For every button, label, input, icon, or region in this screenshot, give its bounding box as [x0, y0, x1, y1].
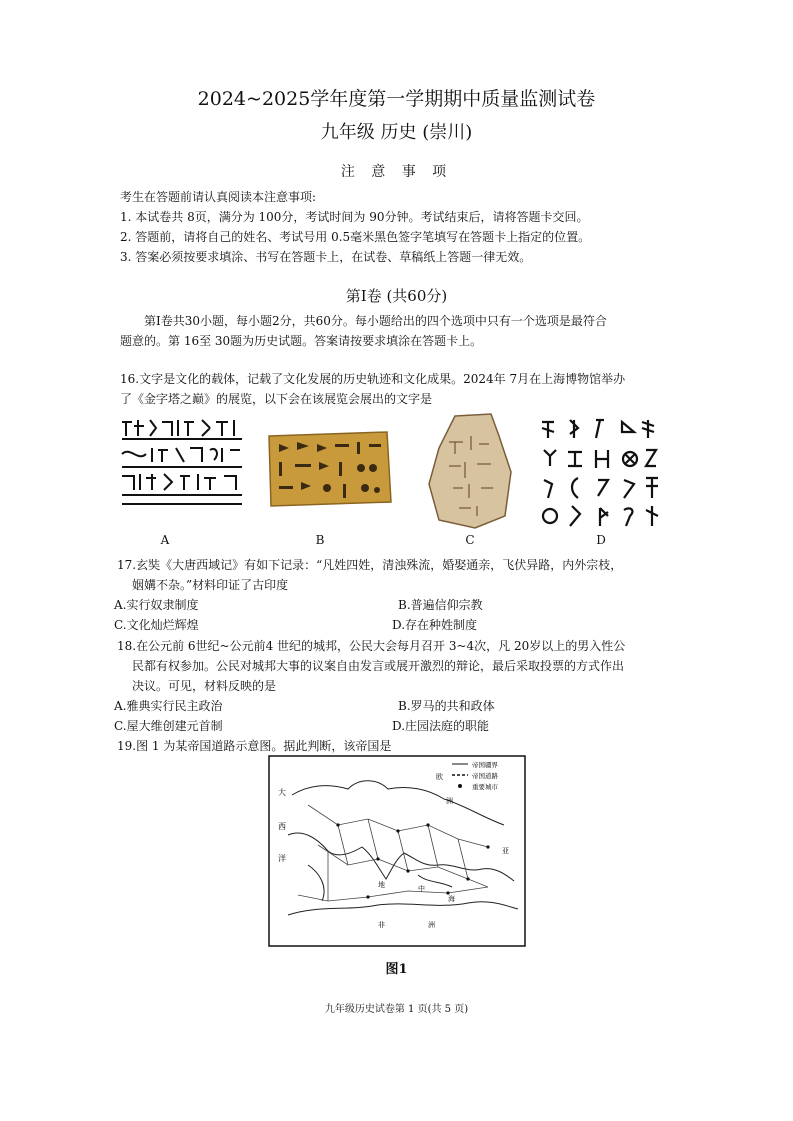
q18-option-c[interactable]: C.屋大维创建元首制 [114, 719, 223, 733]
notice-item: 2. 答题前，请将自己的姓名、考试号用 0.5毫米黑色签字笔填写在答题卡上指定的位置。 [120, 230, 591, 244]
map-label: 地 [378, 881, 385, 889]
map-label: 亚 [502, 847, 509, 855]
notice-heading: 注 意 事 项 [340, 164, 453, 180]
page-footer: 九年级历史试卷第 1 页(共 5 页) [324, 1004, 469, 1015]
map-label: 中 [418, 885, 425, 893]
q17-stem: 姻媾不杂。”材料印证了古印度 [132, 578, 289, 592]
q18-option-d[interactable]: D.庄园法庭的职能 [392, 719, 490, 733]
map-label: 洋 [278, 854, 286, 863]
map-label: 洲 [446, 797, 453, 805]
map-label: 欧 [436, 773, 443, 781]
q18-option-a[interactable]: A.雅典实行民主政治 [114, 699, 223, 713]
q18-stem: 18.在公元前 6世纪~公元前4 世纪的城邦，公民大会每月召开 3~4次，凡 20岁以上的男入性公 [117, 639, 626, 653]
q19-stem: 19.图 1 为某帝国道路示意图。据此判断，该帝国是 [117, 739, 392, 753]
q17-option-c[interactable]: C.文化灿烂辉煌 [114, 618, 199, 632]
q16-stem: 16.文字是文化的载体，记载了文化发展的历史轨迹和文化成果。2024年 7月在上海博物馆举办 [120, 372, 626, 386]
q18-option-b[interactable]: B.罗马的共和政体 [398, 699, 495, 713]
notice-intro: 考生在答题前请认真阅读本注意事项: [120, 190, 317, 204]
section-heading: 第Ⅰ卷 (共60分) [345, 287, 448, 305]
q18-stem: 民都有权参加。公民对城邦大事的议案自由发言或展开激烈的辩论，最后采取投票的方式作出 [132, 659, 625, 673]
map-label: 非 [378, 921, 385, 929]
q17-option-a[interactable]: A.实行奴隶制度 [114, 598, 199, 612]
q17-option-b[interactable]: B.普遍信仰宗教 [398, 598, 483, 612]
notice-item: 1. 本试卷共 8页，满分为 100分，考试时间为 90分钟。考试结束后，请将答题卡交回。 [120, 210, 589, 224]
legend-city: 重要城市 [472, 783, 498, 791]
exam-subtitle: 九年级 历史 (崇川) [320, 122, 473, 143]
section-desc: 题意的。第 16至 30题为历史试题。答案请按要求填涂在答题卡上。 [120, 334, 483, 348]
option-label-b: B [315, 533, 325, 547]
option-label-c: C [465, 533, 475, 547]
section-desc: 第Ⅰ卷共30小题，每小题2分，共60分。每小题给出的四个选项中只有一个选项是最符合 [144, 314, 607, 328]
legend-road: 帝国道路 [472, 772, 498, 780]
q17-stem: 17.玄奘《大唐西域记》有如下记录：“凡姓四姓，清浊殊流，婚娶通亲，飞伏异路，内外宗枝， [117, 558, 623, 572]
map-label: 西 [278, 822, 286, 831]
legend-border: 帝国疆界 [472, 761, 498, 769]
q17-option-d[interactable]: D.存在种姓制度 [392, 618, 478, 632]
script-image-a [118, 414, 246, 514]
exam-title: 2024~2025学年度第一学期期中质量监测试卷 [197, 88, 596, 110]
map-label: 海 [448, 895, 455, 903]
map-label: 洲 [428, 921, 435, 929]
script-image-b [265, 430, 395, 508]
notice-item: 3. 答案必须按要求填涂、书写在答题卡上，在试卷、草稿纸上答题一律无效。 [120, 250, 532, 264]
q18-stem: 决议。可见，材料反映的是 [132, 679, 277, 693]
script-image-c [425, 412, 517, 530]
map-label: 大 [278, 788, 286, 797]
figure-caption: 图1 [385, 962, 408, 977]
option-label-a: A [160, 533, 170, 547]
empire-road-map [268, 755, 526, 947]
script-image-d [536, 414, 668, 530]
option-label-d: D [596, 533, 606, 547]
q16-stem: 了《金字塔之巅》的展览，以下会在该展览会展出的文字是 [120, 392, 433, 406]
